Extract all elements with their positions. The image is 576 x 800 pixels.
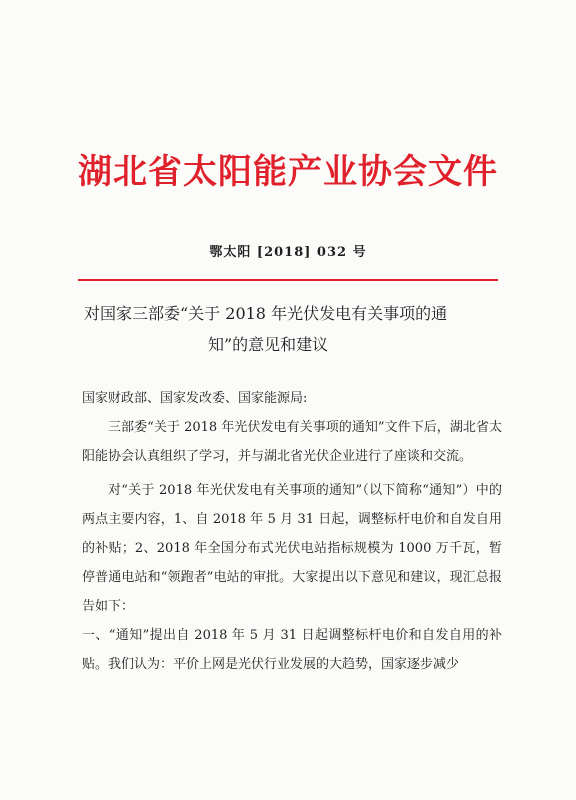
document-title-line-2: 知”的意见和建议	[208, 335, 329, 354]
point-one-paragraph: 一、“通知”提出自 2018 年 5 月 31 日起调整标杆电价和自发自用的补贴。我们认为：平价上网是光伏行业发展的大趋势，国家逐步减少	[82, 628, 502, 672]
body-paragraph-2: 对“关于 2018 年光伏发电有关事项的通知”（以下简称“通知”）中的两点主要内容，1、自 2018 年 5 月 31 日起，调整标杆电价和自发自用的补贴；2、2018 年全国分布式光伏电站指标规模为 1000 万千瓦，暂停普通电站和“领跑者”电站的审批。大家提出以下意见和建议，现汇总报告如下：	[82, 483, 502, 614]
document-title	[84, 298, 504, 360]
document-number: 鄂太阳 [2018] 032 号	[209, 245, 367, 260]
org-header-title: 湖北省太阳能产业协会文件	[78, 152, 498, 192]
body-paragraph-1: 三部委“关于 2018 年光伏发电有关事项的通知”文件下后，湖北省太阳能协会认真组织了学习，并与湖北省光伏企业进行了座谈和交流。	[82, 420, 502, 464]
red-divider-line	[78, 279, 498, 281]
document-body	[82, 384, 502, 679]
document-title-line-1: 对国家三部委“关于 2018 年光伏发电有关事项的通	[84, 304, 448, 323]
salutation: 国家财政部、国家发改委、国家能源局:	[82, 391, 308, 406]
